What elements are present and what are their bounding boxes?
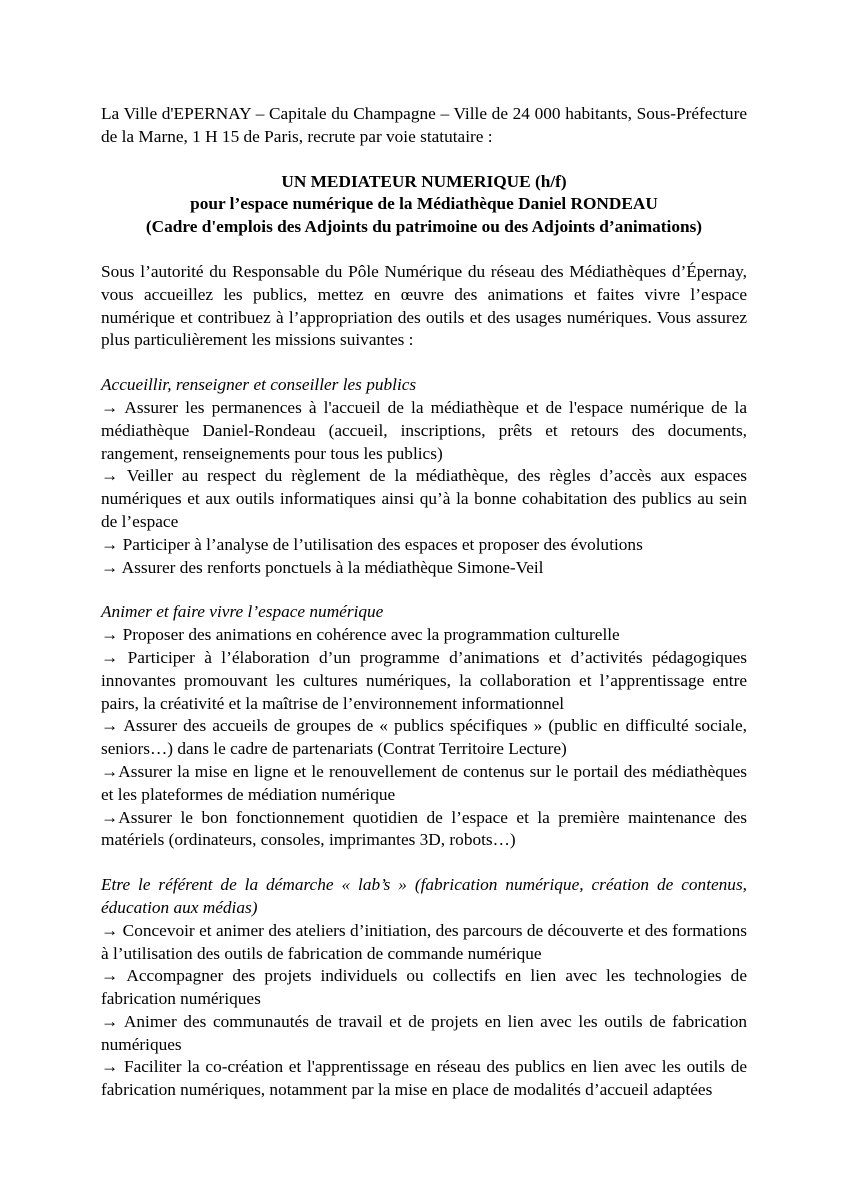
job-title: UN MEDIATEUR NUMERIQUE (h/f) (281, 171, 567, 191)
intro-paragraph: La Ville d'EPERNAY – Capitale du Champagne – Ville de 24 000 habitants, Sous-Préfecture de la Marne, 1 H 15 de Paris, recrute par voie statutaire : (101, 104, 747, 146)
section-animer (101, 601, 747, 852)
job-grade: (Cadre d'emplois des Adjoints du patrimoine ou des Adjoints d’animations) (145, 217, 703, 237)
section-title: Accueillir, renseigner et conseiller les publics (101, 375, 417, 395)
job-title-block (101, 171, 747, 239)
section-accueillir (101, 374, 747, 579)
mission-item: → Proposer des animations en cohérence avec la programmation culturelle (101, 625, 620, 645)
mission-item: → Animer des communautés de travail et de projets en lien avec les outils de fabrication numériques (101, 1011, 747, 1054)
document-page (101, 103, 747, 1102)
mission-item: → Veiller au respect du règlement de la médiathèque, des règles d’accès aux espaces numériques et aux outils informatiques ainsi qu’à la bonne cohabitation des publics au sein de l’espace (101, 466, 747, 531)
section-labs (101, 874, 747, 1102)
section-title: Animer et faire vivre l’espace numérique (101, 602, 384, 622)
mission-item: → Assurer des renforts ponctuels à la médiathèque Simone-Veil (101, 557, 544, 577)
job-subtitle: pour l’espace numérique de la Médiathèque Daniel RONDEAU (190, 194, 658, 214)
mission-item: →Assurer la mise en ligne et le renouvellement de contenus sur le portail des médiathèques et les plateformes de médiation numérique (101, 761, 747, 804)
mission-item: → Assurer les permanences à l'accueil de la médiathèque et de l'espace numérique de la médiathèque Daniel-Rondeau (accueil, inscriptions, prêts et retours des documents, rangement, renseignements pour tous les publics) (101, 397, 747, 463)
mission-item: → Participer à l’élaboration d’un programme d’animations et d’activités pédagogiques innovantes promouvant les cultures numériques, la collaboration et l’apprentissage entre pairs, la créativité et la maîtrise de l’environnement informationnel (101, 647, 747, 713)
mission-item: → Assurer des accueils de groupes de « publics spécifiques » (public en difficulté sociale, seniors…) dans le cadre de partenariats (Contrat Territoire Lecture) (101, 716, 747, 759)
mission-item: → Accompagner des projets individuels ou collectifs en lien avec les technologies de fabrication numériques (101, 966, 747, 1009)
mission-item: → Faciliter la co-création et l'apprentissage en réseau des publics en lien avec les outils de fabrication numériques, notamment par la mise en place de modalités d’accueil adaptées (101, 1057, 747, 1100)
mission-item: →Assurer le bon fonctionnement quotidien de l’espace et la première maintenance des matériels (ordinateurs, consoles, imprimantes 3D, robots…) (101, 807, 747, 850)
description-paragraph: Sous l’autorité du Responsable du Pôle Numérique du réseau des Médiathèques d’Épernay, vous accueillez les publics, mettez en œuvre des animations et faites vivre l’espace numérique et contribuez à l’appropriation des outils et des usages numériques. Vous assurez plus particulièrement les missions suivantes : (101, 261, 747, 350)
mission-item: → Concevoir et animer des ateliers d’initiation, des parcours de découverte et des formations à l’utilisation des outils de fabrication de commande numérique (101, 920, 747, 963)
section-title: Etre le référent de la démarche « lab’s » (fabrication numérique, création de contenus, éducation aux médias) (101, 875, 747, 917)
mission-item: → Participer à l’analyse de l’utilisation des espaces et proposer des évolutions (101, 534, 643, 554)
